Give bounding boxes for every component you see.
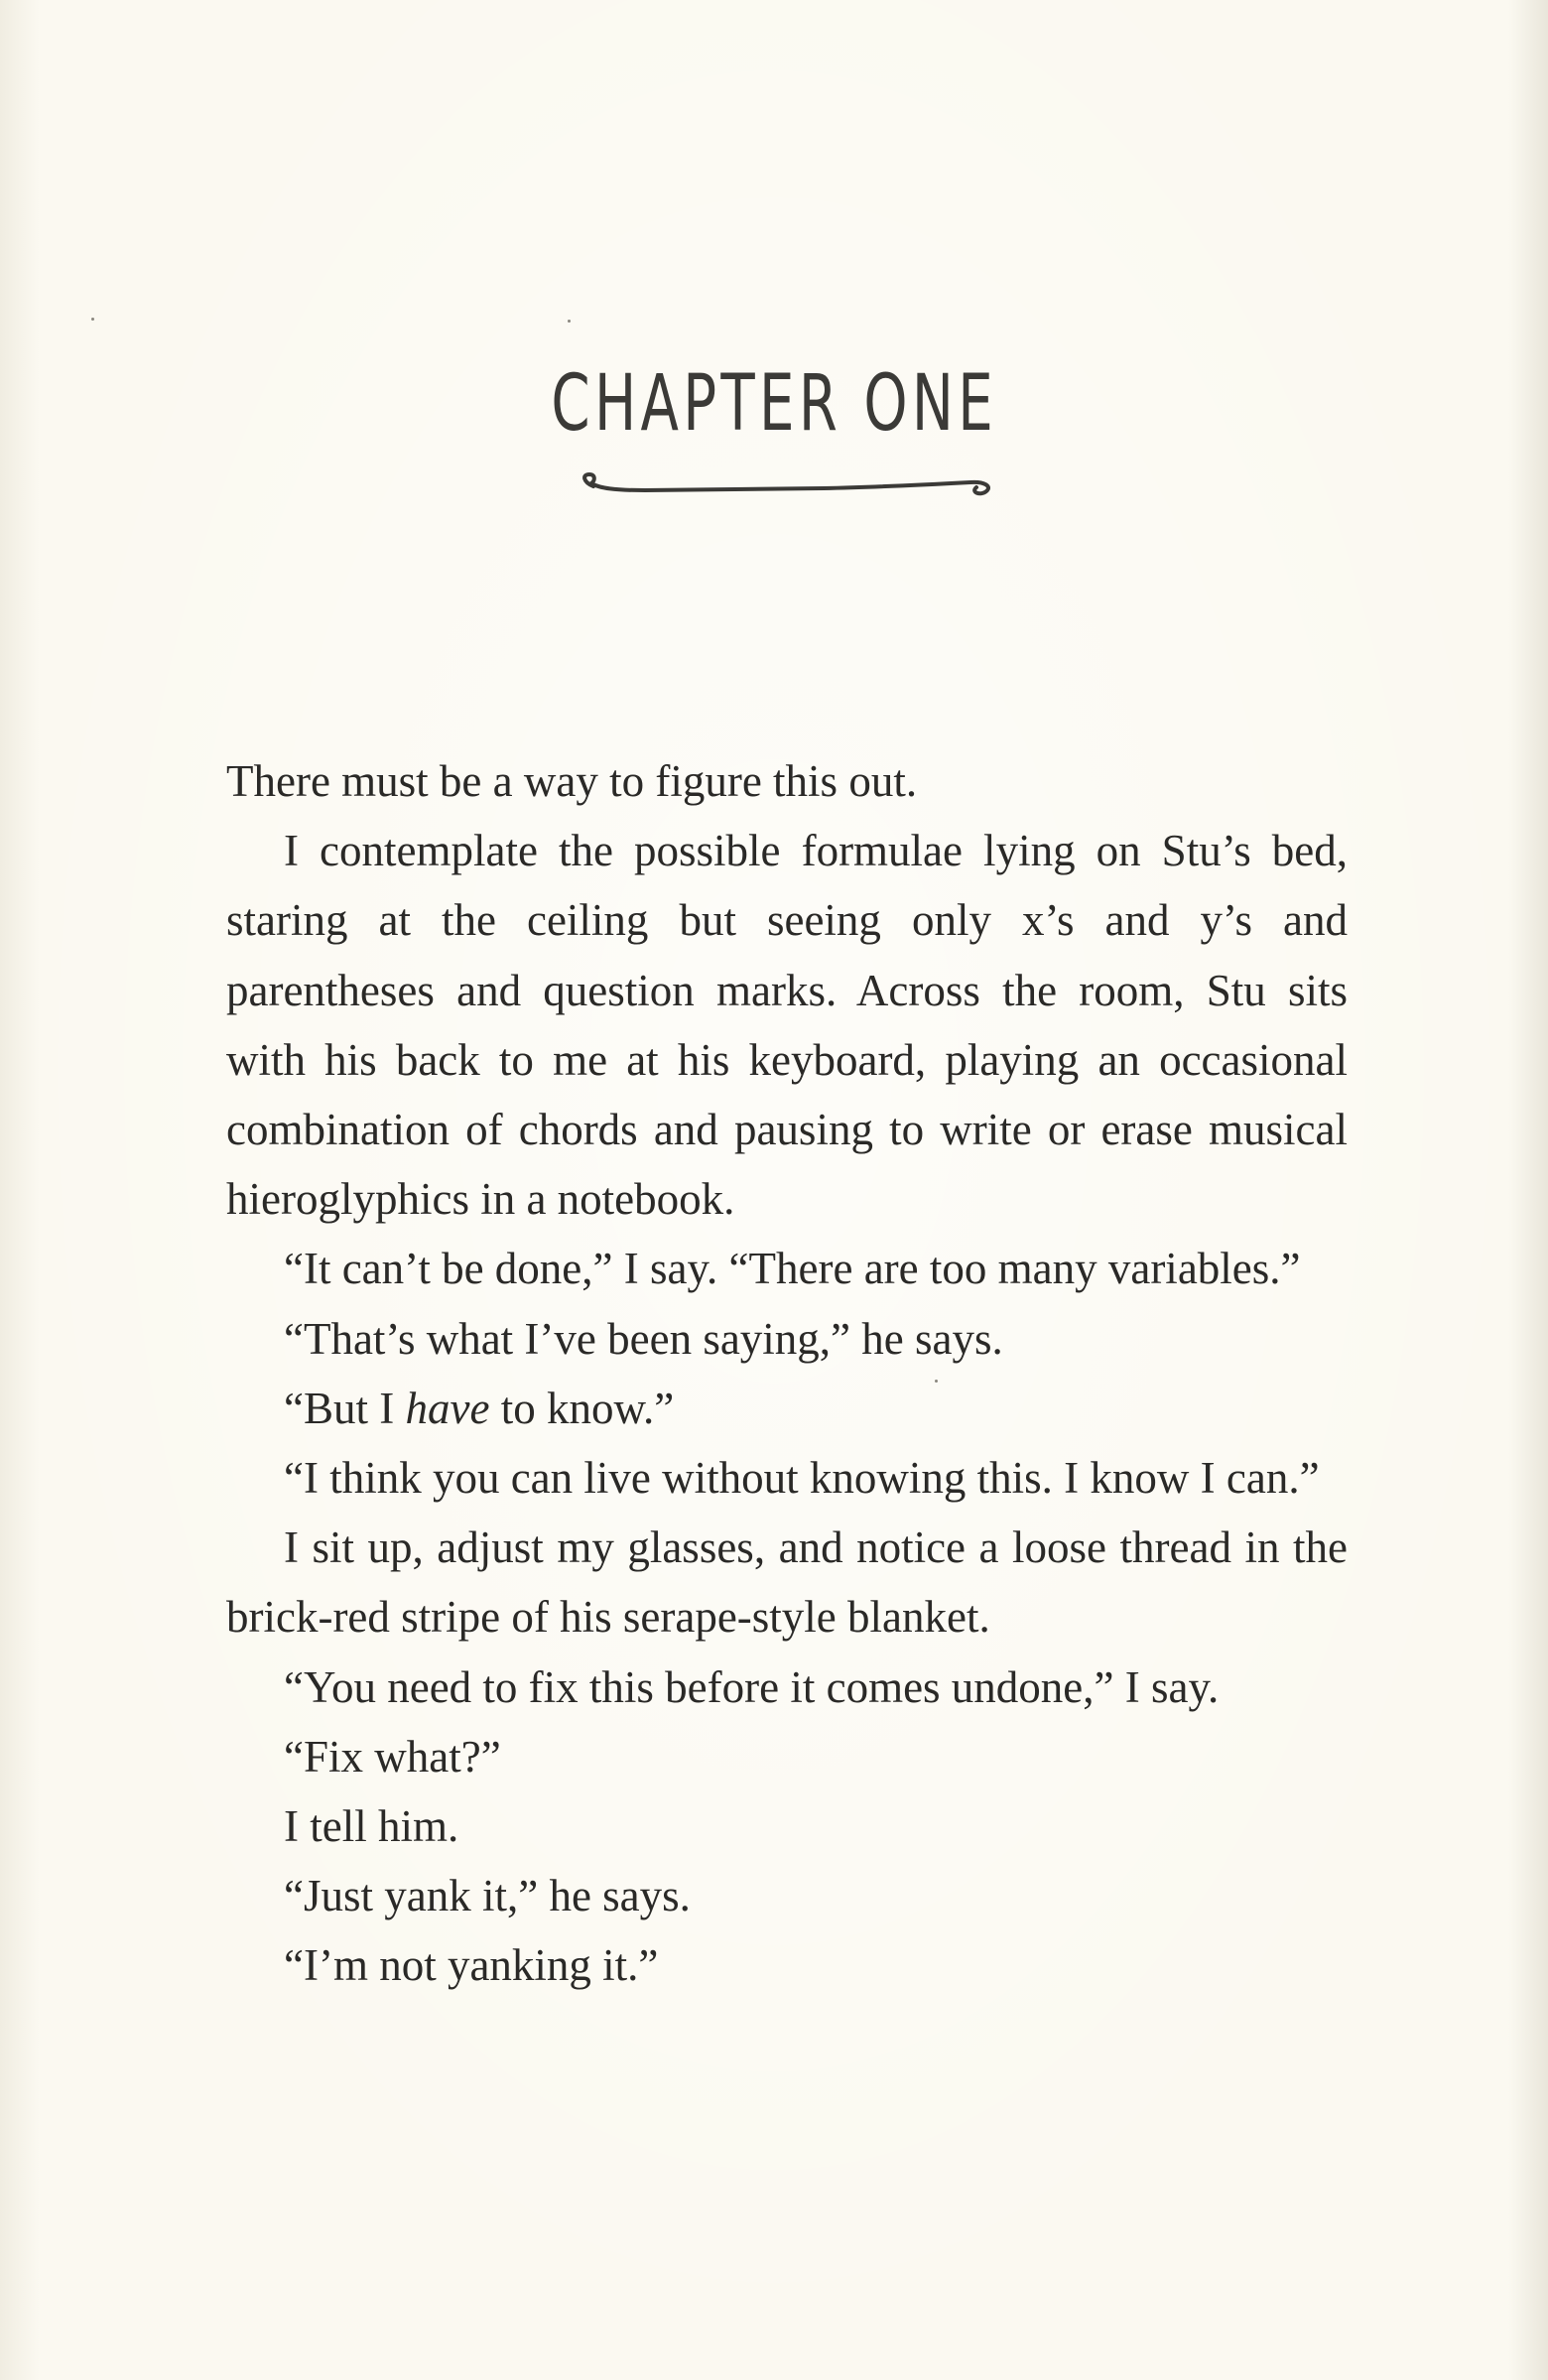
paragraph-1: There must be a way to figure this out. [226, 756, 918, 806]
paragraph-4: “That’s what I’ve been saying,” he says. [284, 1313, 1003, 1364]
paper-speck [935, 1380, 938, 1383]
paper-speck [568, 320, 571, 323]
paragraph-2: I contemplate the possible formulae lying on Stu’s bed, staring at the ceiling but seeing only x’s and y’s and parentheses and question marks. Across the room, Stu sits with his back to me at his keyboard, playing an occasional combination of chords and pausing to write or erase musical hieroglyphics in a notebook. [226, 826, 1348, 1225]
paragraph-7: I sit up, adjust my glasses, and notice a loose thread in the brick-red stripe of his serape-style blanket. [226, 1522, 1348, 1643]
paragraph-9: “Fix what?” [284, 1731, 501, 1782]
paragraph-5 [226, 1374, 1348, 1443]
paragraph-3: “It can’t be done,” I say. “There are too many variables.” [284, 1244, 1301, 1294]
paragraph-11: “Just yank it,” he says. [284, 1871, 691, 1921]
paragraph-5-emphasis: have [405, 1383, 490, 1433]
paragraph-5-after: to know.” [489, 1383, 675, 1433]
chapter-header [0, 359, 1548, 449]
chapter-flourish-ornament [576, 464, 1002, 504]
paragraph-10: I tell him. [284, 1801, 459, 1852]
paper-speck [91, 318, 94, 321]
paragraph-8: “You need to fix this before it comes undone,” I say. [284, 1661, 1220, 1712]
chapter-body-text [226, 746, 1348, 2001]
chapter-title: CHAPTER ONE [551, 359, 997, 449]
paragraph-12: “I’m not yanking it.” [284, 1940, 659, 1991]
paragraph-5-before: “But I [284, 1383, 406, 1433]
paragraph-6: “I think you can live without knowing this. I know I can.” [284, 1453, 1320, 1504]
